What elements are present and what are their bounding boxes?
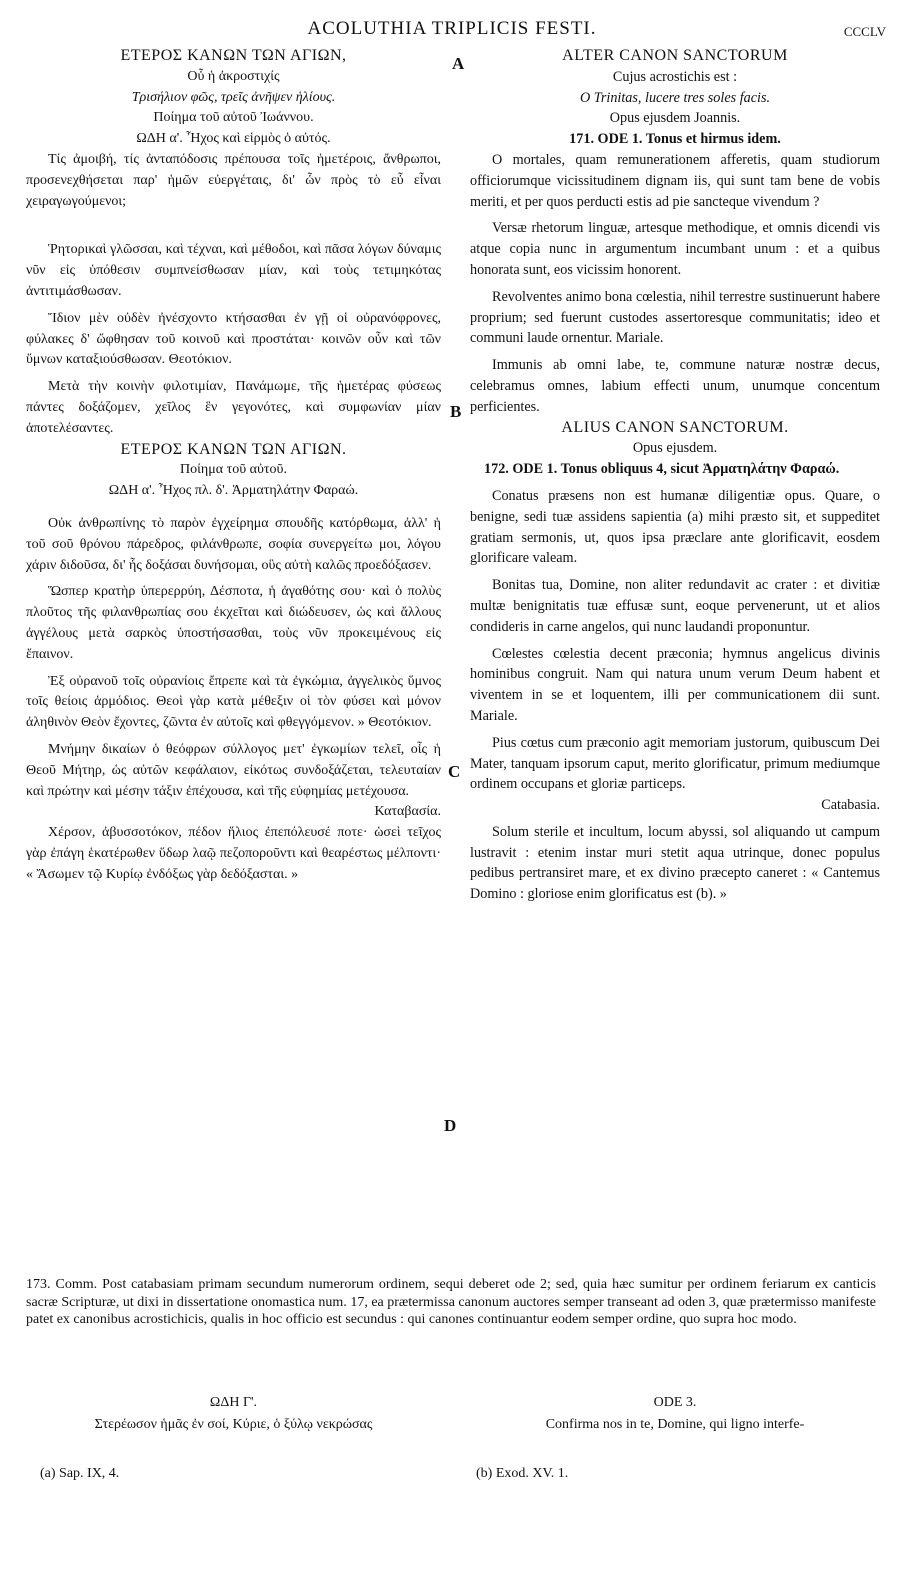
greek-ode3-title: ΩΔΗ Γ'. [209,1395,258,1410]
greek-acrostic: Τρισήλιον φῶς, τρεῖς ἀνῆψεν ἡλίους. [131,89,336,105]
greek-canon-title: ΕΤΕΡΟΣ ΚΑΝΩΝ ΤΩΝ ΑΓΙΩΝ, [120,47,347,64]
greek-paragraph: Μετὰ τὴν κοινὴν φιλοτιμίαν, Πανάμωμε, τῆς ἡμετέρας φύσεως πάντες δοξάζομεν, χεῖλος ἓν γεγονότες, καὶ συμφωνίαν μίαν ἀποτελέσαντες. [26,379,441,436]
latin-opus-attribution: Opus ejusdem. [632,440,718,457]
footnote-a: (a) Sap. IX, 4. [40,1466,120,1481]
folio-number: CCCLV [843,24,886,39]
greek-katabasia-label: Καταβασία. [374,804,441,820]
greek-paragraph: Χέρσον, ἀβυσσοτόκον, πέδον ἥλιος ἐπεπόλευσέ ποτε· ὡσεὶ τεῖχος γὰρ ἐπάγη ἑκατέρωθεν ὕδωρ λαῷ πεζοποροῦντι καὶ θεαρέστως μέλποντι· « Ἄσωμεν τῷ Κυρίῳ ἐνδόξως γὰρ δεδόξασται. » [26,825,441,882]
section-marker-c: C [448,762,461,781]
greek-ode3-line: Στερέωσον ἡμᾶς ἐν σοί, Κύριε, ὁ ξύλῳ νεκρώσας [94,1417,373,1432]
latin-column [470,46,880,905]
section-marker-a: A [452,54,465,73]
latin-ode-heading: 171. ODE 1. Tonus et hirmus idem. [569,131,781,148]
latin-ode-heading: 172. ODE 1. Tonus obliquus 4, sicut Ἁρματηλάτην Φαραώ. [484,461,840,478]
running-head: ACOLUTHIA TRIPLICIS FESTI. [307,18,597,39]
greek-poem-attribution: Ποίημα τοῦ αὐτοῦ. [180,462,287,478]
greek-canon-title: ΕΤΕΡΟΣ ΚΑΝΩΝ ΤΩΝ ΑΓΙΩΝ. [120,440,347,458]
greek-paragraph: Οὐκ ἀνθρωπίνης τὸ παρὸν ἐγχείρημα σπουδῆς κατόρθωμα, ἀλλ' ἡ τοῦ σοῦ θρόνου πάρεδρος, φιλάνθρωπε, σοφία συνεργείτω μοι, λόγου χάριν διδοῦσα, δι' ἧς δοξάσαι δυνήσομαι, οὓς αὐτὴ καλῶς προεδόξασεν. [26,515,441,573]
footnote-b: (b) Exod. XV. 1. [476,1466,569,1481]
latin-catabasia-label: Catabasia. [821,797,880,814]
latin-ode3-line: Confirma nos in te, Domine, qui ligno interfe- [545,1417,805,1432]
greek-acrostic-label: Οὗ ἡ ἀκροστιχίς [187,68,280,84]
commentary-paragraph: 173. Comm. Post catabasiam primam secundum numerorum ordinem, sequi deberet ode 2; sed, quia hæc sumitur per ordinem feriarum ex canticis sacræ Scripturæ, ut dixi in dissertatione onomastica num. 17, ea prætermissa canonum auctores semper transeant ad oden 3, quæ prætermisso manifeste patet ex canonibus acrostichicis, qualis in hoc officio est secundus : qui canones continuantur eodem semper ordine, quo supra hoc modo. [26,1277,876,1327]
latin-paragraph: Bonitas tua, Domine, non aliter redundavit ac crater : et divitiæ multæ benignitatis tuæ effusæ sunt, eoque pervenerunt, ut et alios condideris in carne angelos, qui nunc laudandi proponuntur. [470,577,880,635]
greek-paragraph: Μνήμην δικαίων ὁ θεόφρων σύλλογος μετ' ἐγκωμίων τελεῖ, οἷς ἡ Θεοῦ Μήτηρ, ὡς αὐτῶν κεφάλαιον, εἰκότως συνδοξάζεται, τελευταίαν καὶ πρώτην καὶ μέσην τάξιν ἐπέχουσα, καὶ τῆς εὐφημίας μετέχουσα. [26,741,441,799]
latin-paragraph: Conatus præsens non est humanæ diligentiæ opus. Quare, o benigne, sedi tuæ assidens sapientia (a) mihi præsto sit, et suppeditet gratiam sermonis, ut, quos ipsa præclare ante glorificavit, eosdem glorificare valeam. [470,487,880,567]
latin-paragraph: Solum sterile et incultum, locum abyssi, sol aliquando ut campum lustravit : etenim instar muri stetit aqua utrinque, donec populus pedibus pertransiret mare, et ex divino præcepto caneret : « Cantemus Domino : gloriose enim glorificatus est (b). » [470,823,880,903]
latin-acrostic-label: Cujus acrostichis est : [612,68,738,85]
greek-column [26,46,441,885]
latin-paragraph: Pius cœtus cum præconio agit memoriam justorum, quibuscum Dei Mater, tanquam ipsorum caput, merito glorificatur, primum mediumque ordinem occupans et gloriæ particeps. [470,734,880,793]
section-marker-b: B [450,402,462,421]
latin-acrostic: O Trinitas, lucere tres soles facis. [579,89,771,106]
section-marker-d: D [444,1116,457,1135]
greek-ode-heading: ΩΔΗ α'. Ἦχος καὶ εἱρμὸς ὁ αὐτός. [136,131,331,147]
greek-paragraph: Ἴδιον μὲν οὐδὲν ἠνέσχοντο κτήσασθαι ἐν γῇ οἱ οὐρανόφρονες, φύλακες δ' ὤφθησαν τοῦ κοινοῦ καὶ προστάται· κοινῶν οὖν καὶ τῶν ὕμνων καταξιούσθωσαν. Θεοτόκιον. [26,310,441,368]
greek-poem-attribution: Ποίημα τοῦ αὐτοῦ Ἰωάννου. [153,110,314,126]
greek-paragraph: Ῥητορικαὶ γλῶσσαι, καὶ τέχναι, καὶ μέθοδοι, καὶ πᾶσα λόγων δύναμις νῦν εἰς ὑπόθεσιν συμπνείσθωσαν μίαν, καὶ τοὺς τετιμηκότας ἀντιτιμάσθωσαν. [26,242,441,299]
latin-canon-title: ALTER CANON SANCTORUM [562,47,788,64]
greek-paragraph: Ἐξ οὐρανοῦ τοῖς οὐρανίοις ἔπρεπε καὶ τὰ ἐγκώμια, ἀγγελικὸς ὕμνος τοῖς θείοις ἁρμόδιος. Θεοὶ γὰρ κατὰ μέθεξιν οἱ τὸν φύσει καὶ μόνον ἀληθινὸν Θεὸν ἔχοντες, ζῶντα ἐν αὐτοῖς καὶ φθεγγόμενον. » Θεοτόκιον. [26,673,441,731]
latin-paragraph: Cœlestes cœlestia decent præconia; hymnus angelicus divinis hominibus congruit. Nam qui natura unum verum Deum habent et viventem in se et loquentem, illi per communicationem dii sunt. Mariale. [470,645,880,724]
greek-paragraph: Ὥσπερ κρατὴρ ὑπερερρύη, Δέσποτα, ἡ ἀγαθότης σου· καὶ ὁ πολὺς πλοῦτος τῆς φιλανθρωπίας σου ἐκχεῖται καὶ διώδευσεν, ὡς καὶ ἄλλους ἀγγέλους μετὰ σαρκὸς ὑποστήσασθαι, τοὺς νῦν προκειμένους εἰς ἔπαινον. [26,584,441,662]
latin-ode3-block [470,1392,880,1436]
greek-ode-heading: ΩΔΗ α'. Ἦχος πλ. δ'. Ἁρματηλάτην Φαραώ. [108,483,359,499]
latin-paragraph: Versæ rhetorum linguæ, artesque methodique, et omnis dicendi vis atque copia nunc in argumentum incumbant unum : et a quibus honorata sunt, eos vicissim honorent. [470,220,880,278]
latin-opus-attribution: Opus ejusdem Joannis. [609,110,741,127]
greek-paragraph: Τίς ἀμοιβή, τίς ἀνταπόδοσις πρέπουσα τοῖς ἡμετέροις, ἄνθρωποι, προσενεχθήσεται παρ' ἡμῶν εὐεργέταις, δι' ὧν πρὸς τὸ εὖ εἶναι χειραγωγούμενοι; [26,151,441,209]
latin-paragraph: Revolventes animo bona cœlestia, nihil terrestre sustinuerunt habere proprium; sed fuerunt custodes assertoresque communitatis; ideo et communi laude ornentur. Mariale. [470,288,880,347]
latin-paragraph: Immunis ab omni labe, te, commune naturæ nostræ decus, celebramus omnes, labium effecti unum, unumque concentum perficientes. [470,357,880,415]
latin-ode3-title: ODE 3. [653,1395,697,1410]
latin-canon-title: ALIUS CANON SANCTORUM. [561,418,789,436]
latin-paragraph: O mortales, quam remunerationem afferetis, quam studiorum officiorumque vicissitudinem dignam iis, qui sunt tam bene de vobis meriti, et per quos perducti estis ad pie sancteque vivendum ? [470,151,880,210]
greek-ode3-block [26,1392,441,1436]
